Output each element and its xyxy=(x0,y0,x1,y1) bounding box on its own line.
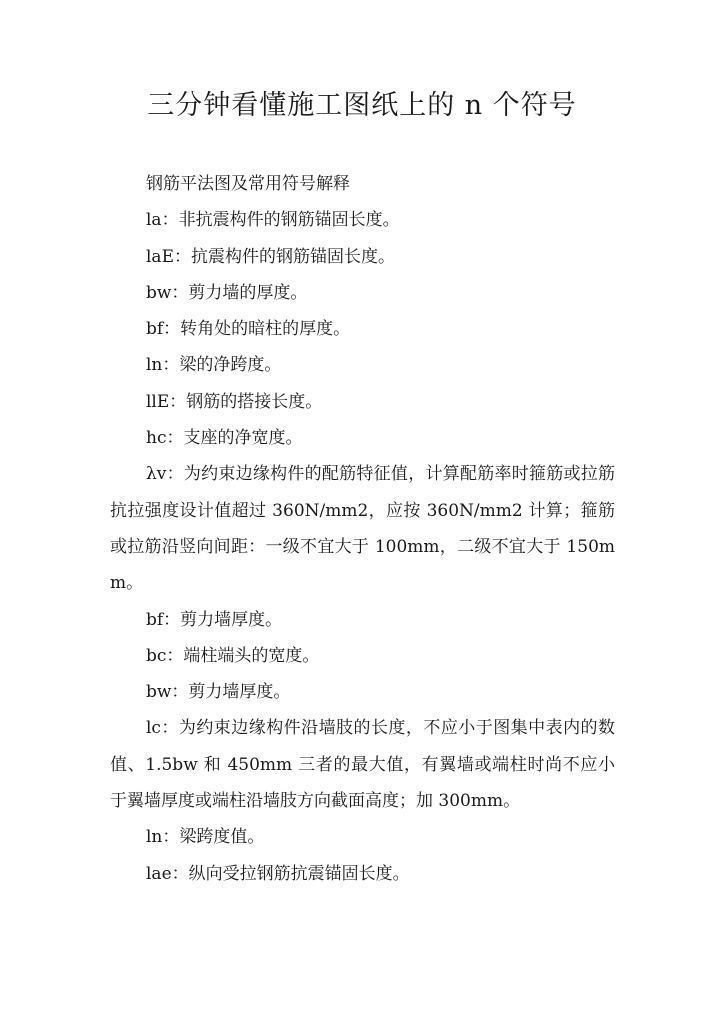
definition-lae-2: lae：纵向受拉钢筋抗震锚固长度。 xyxy=(146,863,410,884)
definition-lae: laE：抗震构件的钢筋锚固长度。 xyxy=(146,246,395,267)
section-heading: 钢筋平法图及常用符号解释 xyxy=(146,174,350,194)
definition-ln: ln：梁的净跨度。 xyxy=(146,355,282,376)
definition-lambda-v: λv：为约束边缘构件的配筋特征值，计算配筋率时箍筋或拉筋抗拉强度设计值超过 360N/mm2，应按 360N/mm2 计算；箍筋或拉筋沿竖向间距：一级不宜大于 100mm，二级不宜大于 150mm。 xyxy=(110,464,615,594)
definition-ln-2: ln：梁跨度值。 xyxy=(146,827,265,848)
definition-la: la：非抗震构件的钢筋锚固长度。 xyxy=(146,210,400,231)
definition-bf-corner: bf：转角处的暗柱的厚度。 xyxy=(146,319,351,340)
definition-bf: bf：剪力墙厚度。 xyxy=(146,609,283,630)
document-title: 三分钟看懂施工图纸上的 n 个符号 xyxy=(147,90,577,121)
definition-hc: hc：支座的净宽度。 xyxy=(146,428,303,449)
definition-bw-2: bw：剪力墙厚度。 xyxy=(146,682,291,703)
document-body xyxy=(110,166,615,892)
definition-lle: llE：钢筋的搭接长度。 xyxy=(146,391,323,412)
definition-bc: bc：端柱端头的宽度。 xyxy=(146,645,320,666)
definition-bw: bw：剪力墙的厚度。 xyxy=(146,282,308,303)
definition-lc: lc：为约束边缘构件沿墙肢的长度，不应小于图集中表内的数值、1.5bw 和 450mm 三者的最大值，有翼墙或端柱时尚不应小于翼墙厚度或端柱沿墙肢方向截面高度；加 300mm。 xyxy=(110,718,615,812)
